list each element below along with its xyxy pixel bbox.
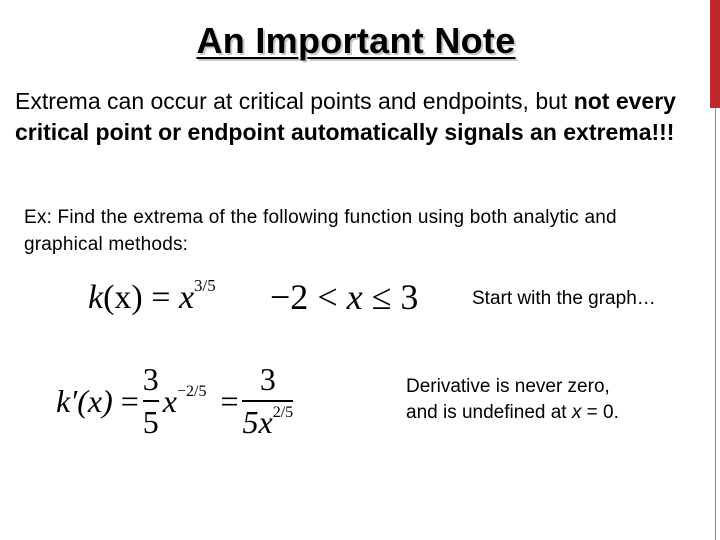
derivative-note bbox=[406, 374, 619, 426]
power-base: x bbox=[162, 382, 177, 419]
less-equal-sign: ≤ bbox=[371, 277, 392, 317]
accent-line bbox=[715, 108, 716, 540]
power-exponent: 3/5 bbox=[194, 276, 216, 295]
derivative-equation bbox=[56, 356, 297, 446]
note-text-end: = 0. bbox=[581, 402, 619, 423]
domain-left-bound: −2 bbox=[270, 277, 309, 317]
intro-bold-statement: not every critical point or endpoint automatically signals an extrema!!! bbox=[15, 88, 676, 145]
fraction-numerator: 3 bbox=[259, 361, 276, 397]
domain-right-bound: 3 bbox=[400, 277, 419, 317]
simplified-fraction bbox=[242, 361, 293, 441]
graph-note: Start with the graph… bbox=[472, 288, 656, 309]
fraction-bar bbox=[143, 400, 159, 402]
note-text: and is undefined at bbox=[406, 402, 572, 423]
equals-sign-2: = bbox=[220, 382, 239, 419]
function-definition bbox=[88, 276, 216, 317]
power-exponent: −2/5 bbox=[176, 382, 207, 400]
denominator-exponent: 2/5 bbox=[272, 404, 294, 421]
fraction-denominator: 5 bbox=[142, 404, 159, 440]
function-argument: (x) bbox=[103, 279, 143, 316]
function-name: k bbox=[88, 279, 104, 316]
slide-title: An Important Note bbox=[196, 20, 516, 61]
note-variable: x bbox=[571, 402, 582, 423]
derivative-lhs: k′(x) bbox=[56, 382, 113, 419]
fraction-denominator bbox=[242, 404, 293, 441]
less-than-sign: < bbox=[317, 277, 338, 317]
denominator-term: 5x bbox=[242, 404, 273, 440]
derivative-note-line-2 bbox=[406, 400, 619, 426]
derivative-note-line-1: Derivative is never zero, bbox=[406, 376, 610, 397]
fraction-bar bbox=[242, 400, 293, 402]
equals-sign: = bbox=[151, 279, 171, 316]
intro-line-1: Extrema can occur at critical points and endpoints, but bbox=[15, 88, 568, 114]
example-prompt: Ex: Find the extrema of the following function using both analytic and graphical methods: bbox=[24, 207, 617, 255]
intro-paragraph bbox=[15, 86, 700, 148]
derivative-power bbox=[163, 383, 207, 420]
coefficient-fraction bbox=[143, 361, 159, 441]
domain-inequality bbox=[270, 276, 418, 318]
equals-sign: = bbox=[120, 382, 139, 419]
power-base: x bbox=[178, 279, 195, 316]
fraction-numerator: 3 bbox=[142, 361, 159, 397]
domain-variable: x bbox=[346, 277, 363, 317]
